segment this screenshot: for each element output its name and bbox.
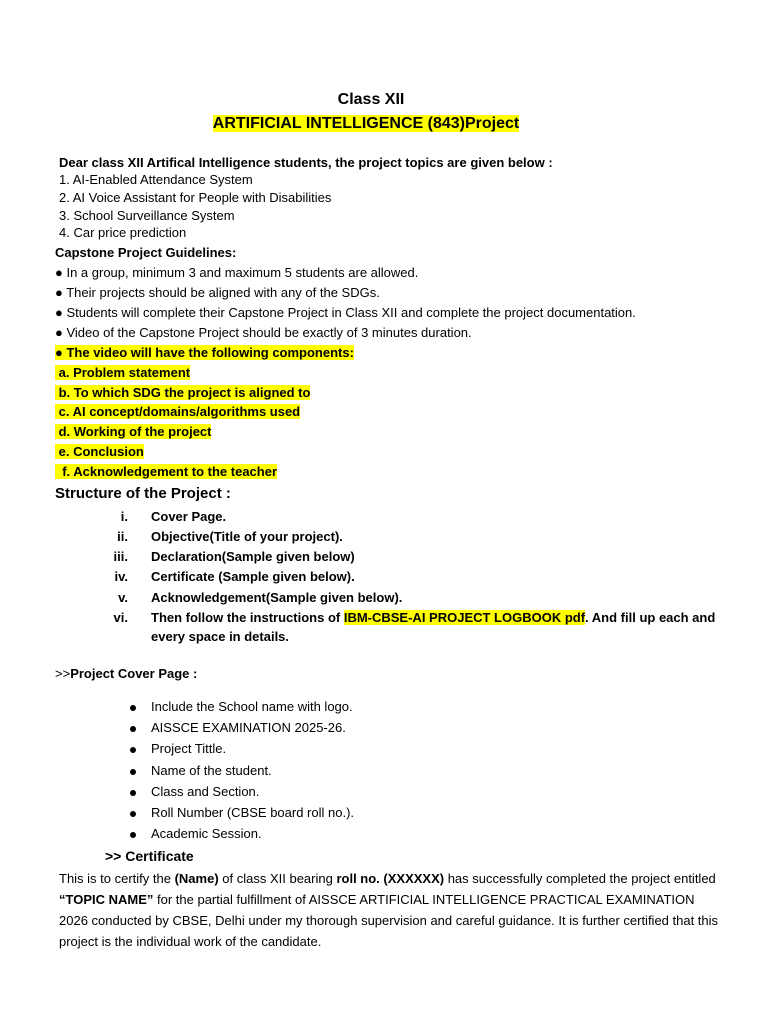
guideline-item: ● In a group, minimum 3 and maximum 5 students are allowed.	[55, 265, 419, 280]
intro-text: Dear class XII Artifical Intelligence students, the project topics are given below :	[59, 155, 553, 170]
structure-item-number: iv.	[114, 569, 128, 584]
video-component-text: d. Working of the project	[55, 424, 212, 439]
certificate-text: for the partial fulfillment of AISSCE ARTIFICIAL INTELLIGENCE PRACTICAL EXAMINATION 2026 conducted by CBSE, Delhi under my thorough supervision and careful guidance. It is further certified that this project is the individual work of the candidate.	[59, 892, 719, 949]
structure-item-number: iii.	[113, 549, 128, 564]
structure-item-text: Cover Page.	[151, 509, 227, 524]
structure-item-text	[151, 610, 715, 626]
cover-page-heading	[55, 666, 197, 682]
video-component	[55, 444, 144, 460]
video-heading-text: ● The video will have the following components:	[55, 345, 354, 360]
bullet-icon	[130, 726, 136, 732]
structure-item-text: Declaration(Sample given below)	[151, 549, 355, 564]
structure-last-pre: Then follow the instructions of	[151, 610, 344, 625]
bullet-icon	[130, 747, 136, 753]
structure-item-text-continued: every space in details.	[151, 629, 290, 644]
cover-page-item: Academic Session.	[151, 826, 262, 841]
certificate-topic: “TOPIC NAME”	[59, 892, 154, 907]
structure-item-number: v.	[118, 590, 128, 605]
cover-page-item: Roll Number (CBSE board roll no.).	[151, 805, 355, 820]
cover-page-heading-text: Project Cover Page :	[70, 666, 198, 681]
topic-item: 4. Car price prediction	[59, 225, 187, 240]
topic-item: 2. AI Voice Assistant for People with Disabilities	[59, 190, 332, 205]
video-component	[55, 424, 211, 440]
certificate-heading: >> Certificate	[105, 848, 194, 864]
cover-page-item: Class and Section.	[151, 784, 260, 799]
video-component-text: b. To which SDG the project is aligned to	[55, 385, 311, 400]
page-title: Class XII	[337, 91, 405, 108]
cover-page-item: Include the School name with logo.	[151, 699, 353, 714]
logbook-highlight: IBM-CBSE-AI PROJECT LOGBOOK pdf	[343, 610, 586, 625]
certificate-text: of class XII bearing	[218, 871, 337, 886]
certificate-roll: roll no. (XXXXXX)	[336, 871, 445, 886]
guideline-item: ● Students will complete their Capstone Project in Class XII and complete the project documentation.	[55, 305, 636, 320]
video-component	[55, 385, 310, 401]
topic-item: 3. School Surveillance System	[59, 208, 235, 223]
cover-page-item: Project Tittle.	[151, 741, 227, 756]
video-component	[55, 464, 277, 480]
certificate-text: This is to certify the	[59, 871, 175, 886]
certificate-text: has successfully completed the project entitled	[444, 871, 716, 886]
certificate-name: (Name)	[174, 871, 219, 886]
topic-item: 1. AI-Enabled Attendance System	[59, 172, 253, 187]
video-component	[55, 404, 300, 420]
structure-item-text: Objective(Title of your project).	[151, 529, 343, 544]
guidelines-heading: Capstone Project Guidelines:	[55, 245, 237, 260]
guideline-item: ● Their projects should be aligned with any of the SDGs.	[55, 285, 380, 300]
structure-item-number: vi.	[113, 610, 128, 625]
video-component-text: a. Problem statement	[55, 365, 191, 380]
structure-last-post: . And fill up each and	[585, 610, 716, 625]
cover-page-heading-prefix: >>	[55, 666, 71, 681]
bullet-icon	[130, 705, 136, 711]
video-component-text: c. AI concept/domains/algorithms used	[55, 404, 301, 419]
cover-page-item: AISSCE EXAMINATION 2025-26.	[151, 720, 346, 735]
bullet-icon	[130, 811, 136, 817]
bullet-icon	[130, 790, 136, 796]
structure-item-number: i.	[120, 509, 128, 524]
bullet-icon	[130, 769, 136, 775]
structure-item-text: Certificate (Sample given below).	[151, 569, 355, 584]
video-component-text: f. Acknowledgement to the teacher	[55, 464, 278, 479]
structure-item-number: ii.	[117, 529, 128, 544]
video-component	[55, 365, 190, 381]
structure-heading: Structure of the Project :	[55, 485, 231, 502]
certificate-paragraph	[59, 868, 719, 952]
cover-page-item: Name of the student.	[151, 763, 272, 778]
structure-item-text: Acknowledgement(Sample given below).	[151, 590, 403, 605]
video-heading	[55, 345, 354, 361]
video-component-text: e. Conclusion	[55, 444, 144, 459]
guideline-item: ● Video of the Capstone Project should be exactly of 3 minutes duration.	[55, 325, 472, 340]
subject-title	[0, 116, 732, 132]
subject-title-text: ARTIFICIAL INTELLIGENCE (843)Project	[212, 115, 520, 132]
bullet-icon	[130, 832, 136, 838]
